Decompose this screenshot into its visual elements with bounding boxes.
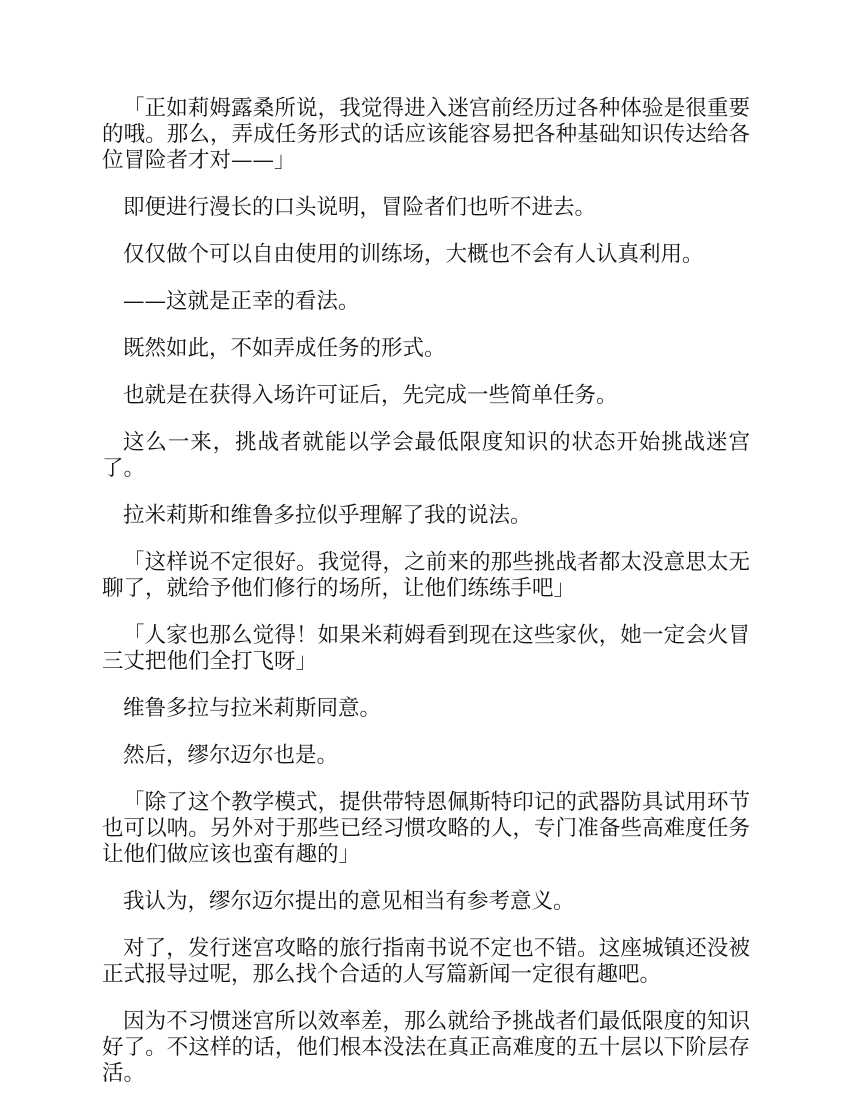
paragraph: 对了，发行迷宫攻略的旅行指南书说不定也不错。这座城镇还没被正式报导过呢，那么找个合适的人写篇新闻一定很有趣吧。 (102, 936, 750, 987)
paragraph: 仅仅做个可以自由使用的训练场，大概也不会有人认真利用。 (123, 242, 704, 267)
paragraph: 「正如莉姆露桑所说，我觉得进入迷宫前经历过各种体验是很重要的哦。那么，弄成任务形式的话应该能容易把各种基础知识传达给各位冒险者才对——」 (102, 96, 750, 173)
paragraph: 也就是在获得入场许可证后，先完成一些简单任务。 (123, 383, 618, 408)
paragraph: 「这样说不定很好。我觉得，之前来的那些挑战者都太没意思太无聊了，就给予他们修行的场所，让他们练练手吧」 (102, 550, 750, 601)
paragraph: 因为不习惯迷宫所以效率差，那么就给予挑战者们最低限度的知识好了。不这样的话，他们根本没法在真正高难度的五十层以下阶层存活。 (102, 1009, 750, 1086)
paragraph: 然后，缪尔迈尔也是。 (123, 743, 339, 768)
paragraph: 「人家也那么觉得！如果米莉姆看到现在这些家伙，她一定会火冒三丈把他们全打飞呀」 (102, 623, 750, 674)
paragraph: 维鲁多拉与拉米莉斯同意。 (123, 696, 382, 721)
paragraph: 既然如此，不如弄成任务的形式。 (123, 336, 446, 361)
paragraph: ——这就是正幸的看法。 (123, 289, 360, 314)
paragraph: 「除了这个教学模式，提供带特恩佩斯特印记的武器防具试用环节也可以呐。另外对于那些已经习惯攻略的人，专门准备些高难度任务让他们做应该也蛮有趣的」 (102, 790, 750, 867)
paragraph: 拉米莉斯和维鲁多拉似乎理解了我的说法。 (123, 503, 532, 528)
paragraph: 即便进行漫长的口头说明，冒险者们也听不进去。 (123, 195, 597, 220)
paragraph: 这么一来，挑战者就能以学会最低限度知识的状态开始挑战迷宫了。 (102, 430, 750, 481)
document-page (102, 96, 750, 1108)
paragraph: 我认为，缪尔迈尔提出的意见相当有参考意义。 (123, 889, 575, 914)
